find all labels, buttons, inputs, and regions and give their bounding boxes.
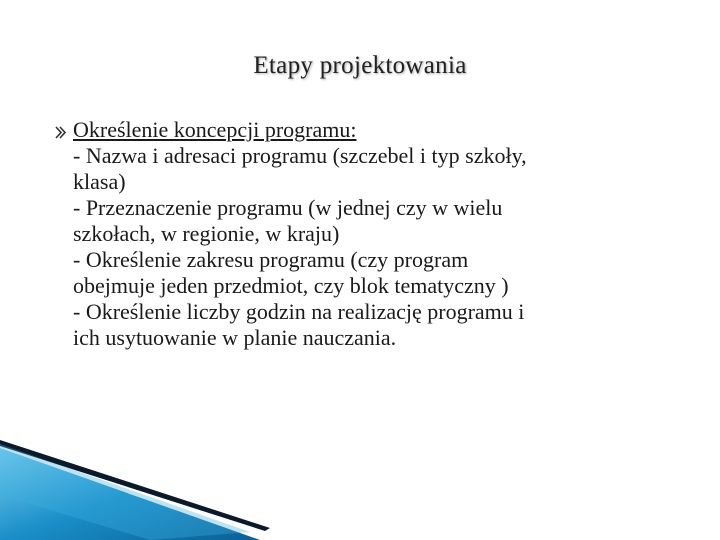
text-line: - Nazwa i adresaci programu (szczebel i typ szkoły, <box>73 143 527 168</box>
arrow-bullet-icon <box>55 117 73 139</box>
text-line: obejmuje jeden przedmiot, czy blok tematyczny ) <box>73 273 509 298</box>
corner-decoration <box>0 440 720 540</box>
bullet-text <box>73 117 675 351</box>
text-line: klasa) <box>73 169 126 194</box>
text-line: - Przeznaczenie programu (w jednej czy w wielu <box>73 195 503 220</box>
bullet-heading: Określenie koncepcji programu: <box>73 117 357 142</box>
text-line: szkołach, w regionie, w kraju) <box>73 221 340 246</box>
bullet-item <box>55 117 675 351</box>
text-line: - Określenie zakresu programu (czy program <box>73 247 469 272</box>
slide-title: Etapy projektowania <box>253 52 467 79</box>
text-line: - Określenie liczby godzin na realizację programu i <box>73 299 525 324</box>
content-area <box>55 117 675 351</box>
text-line: ich usytuowanie w planie nauczania. <box>73 325 397 350</box>
